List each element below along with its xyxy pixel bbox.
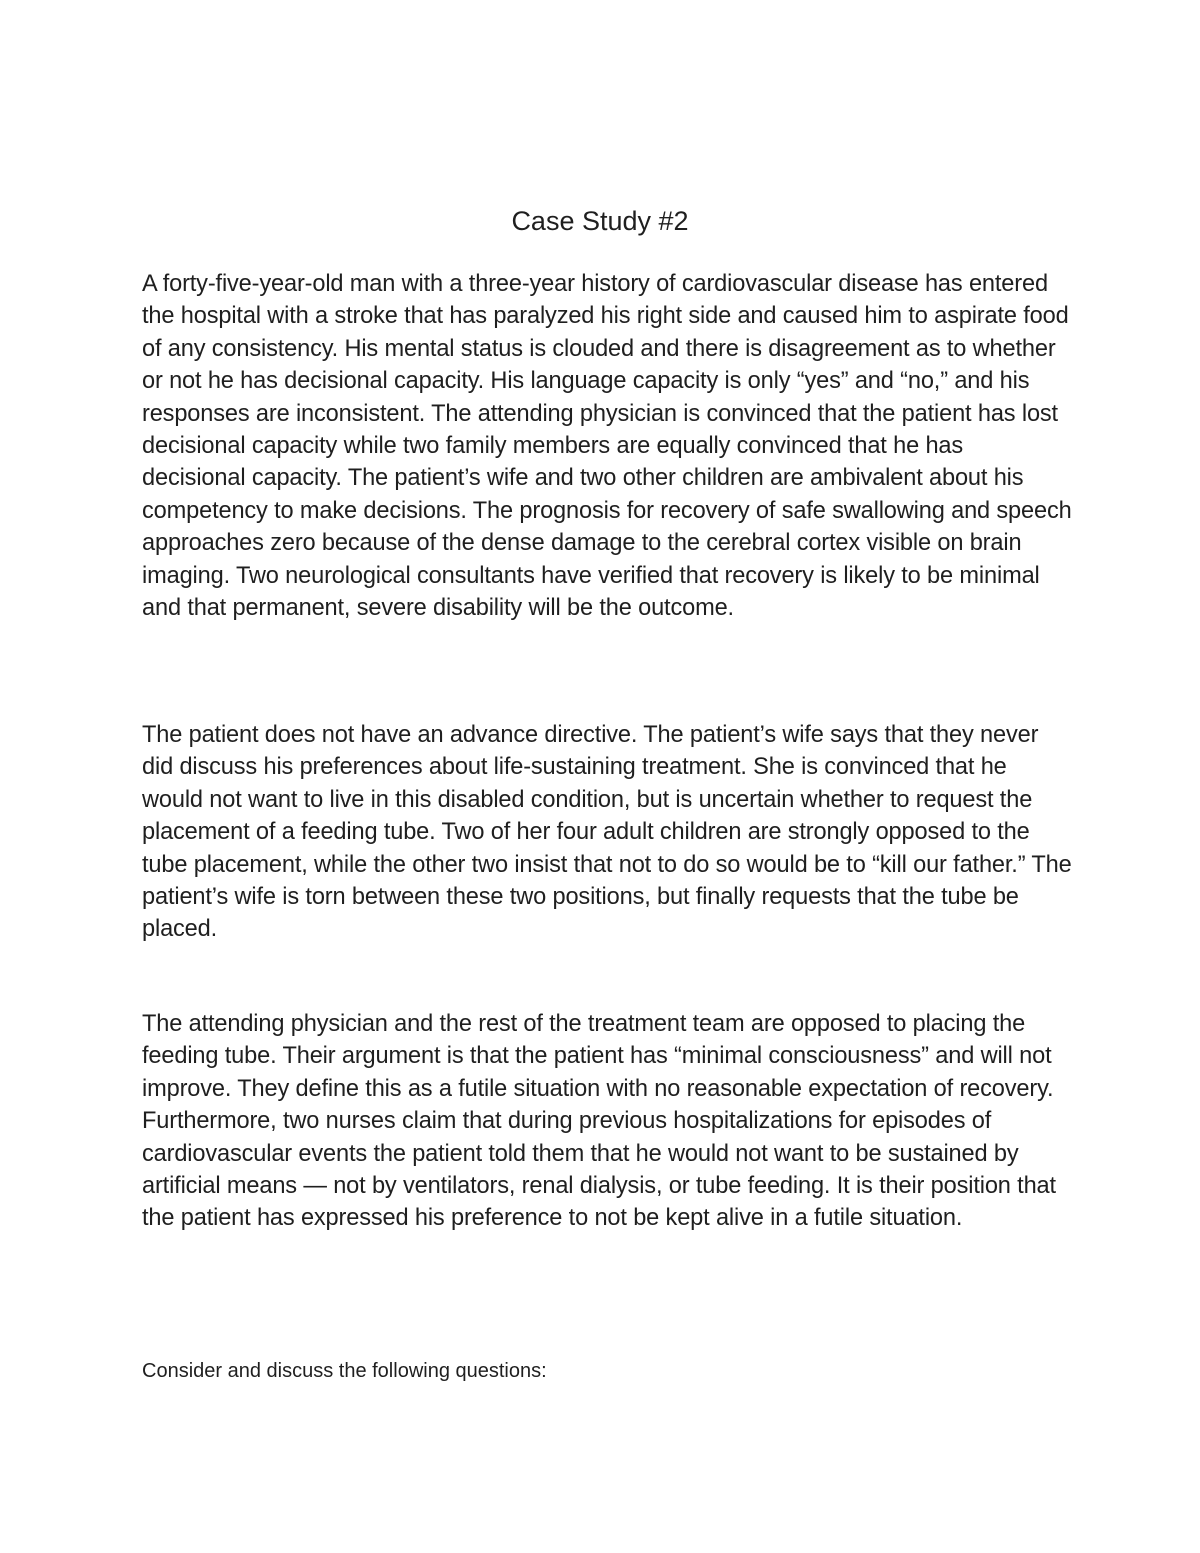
paragraph-treatment-team-position: The attending physician and the rest of the treatment team are opposed to placing the feeding tube. Their argument is that the patient has “minimal consciousness” and will not improve. They define this as a futile situation with no reasonable expectation of recovery. Furthermore, two nurses claim that during previous hospitalizations for episodes of cardiovascular events the patient told them that he would not want to be sustained by artificial means — not by ventilators, renal dialysis, or tube feeding. It is their position that the patient has expressed his preference to not be kept alive in a futile situation. [142, 1011, 1056, 1232]
paragraph-case-description: A forty-five-year-old man with a three-year history of cardiovascular disease has entered the hospital with a stroke that has paralyzed his right side and caused him to aspirate food of any consistency. His mental status is clouded and there is disagreement as to whether or not he has decisional capacity. His language capacity is only “yes” and “no,” and his responses are inconsistent. The attending physician is convinced that the patient has lost decisional capacity while two family members are equally convinced that he has decisional capacity. The patient’s wife and two other children are ambivalent about his competency to make decisions. The prognosis for recovery of safe swallowing and speech approaches zero because of the dense damage to the cerebral cortex visible on brain imaging. Two neurological consultants have verified that recovery is likely to be minimal and that permanent, severe disability will be the outcome. [142, 271, 1072, 622]
questions-heading: Consider and discuss the following questions: [142, 1360, 547, 1382]
page-title: Case Study #2 [511, 206, 689, 236]
paragraph-family-position: The patient does not have an advance directive. The patient’s wife says that they never did discuss his preferences about life-sustaining treatment. She is convinced that he would not want to live in this disabled condition, but is uncertain whether to request the placement of a feeding tube. Two of her four adult children are strongly opposed to the tube placement, while the other two insist that not to do so would be to “kill our father.” The patient’s wife is torn between these two positions, but finally requests that the tube be placed. [142, 722, 1072, 943]
